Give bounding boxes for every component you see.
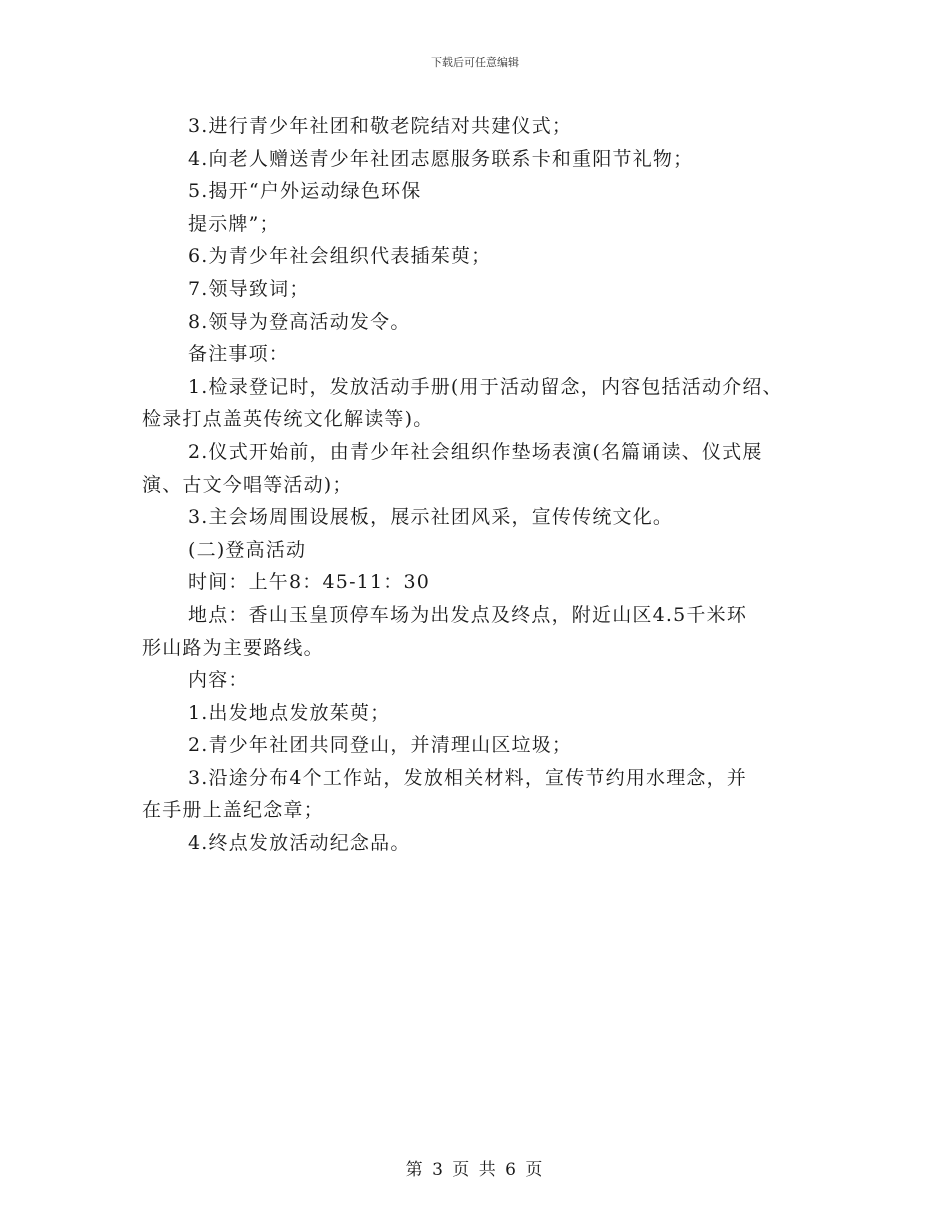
section-heading: (二)登高活动: [188, 538, 307, 561]
paragraph-line: 8.领导为登高活动发令。: [188, 310, 411, 333]
section-heading: 备注事项：: [188, 343, 290, 366]
paragraph-line: 4.终点发放活动纪念品。: [188, 832, 411, 855]
paragraph-line: 5.揭开“户外运动绿色环保: [188, 180, 422, 203]
paragraph-line: 1.出发地点发放茱萸；: [188, 701, 391, 724]
paragraph-line: 演、古文今唱等活动)；: [142, 473, 353, 496]
paragraph-line: 在手册上盖纪念章；: [142, 799, 324, 822]
paragraph-line: 7.领导致词；: [188, 277, 310, 300]
paragraph-line: 4.向老人赠送青少年社团志愿服务联系卡和重阳节礼物；: [188, 147, 694, 170]
section-heading: 内容：: [188, 669, 249, 692]
page-number: 第 3 页 共 6 页: [405, 1160, 545, 1180]
paragraph-line: 2.仪式开始前，由青少年社会组织作垫场表演(名篇诵读、仪式展: [188, 440, 763, 463]
page-header: 下载后可任意编辑: [431, 56, 519, 69]
paragraph-line: 2.青少年社团共同登山，并清理山区垃圾；: [188, 734, 573, 757]
paragraph-line: 提示牌”；: [188, 212, 280, 235]
document-body: [142, 110, 822, 860]
paragraph-line: 时间：上午8：45-11：30: [188, 571, 431, 594]
paragraph-line: 6.为青少年社会组织代表插茱萸；: [188, 245, 492, 268]
paragraph-line: 3.主会场周围设展板，展示社团风采，宣传传统文化。: [188, 506, 674, 529]
paragraph-line: 形山路为主要路线。: [142, 636, 324, 659]
paragraph-line: 3.进行青少年社团和敬老院结对共建仪式；: [188, 115, 573, 137]
paragraph-line: 1.检录登记时，发放活动手册(用于活动留念，内容包括活动介绍、: [188, 375, 783, 398]
paragraph-line: 3.沿途分布4个工作站，发放相关材料，宣传节约用水理念，并: [188, 766, 748, 789]
paragraph-line: 地点：香山玉皇顶停车场为出发点及终点，附近山区4.5千米环: [188, 603, 748, 626]
paragraph-line: 检录打点盖英传统文化解读等)。: [142, 408, 434, 431]
